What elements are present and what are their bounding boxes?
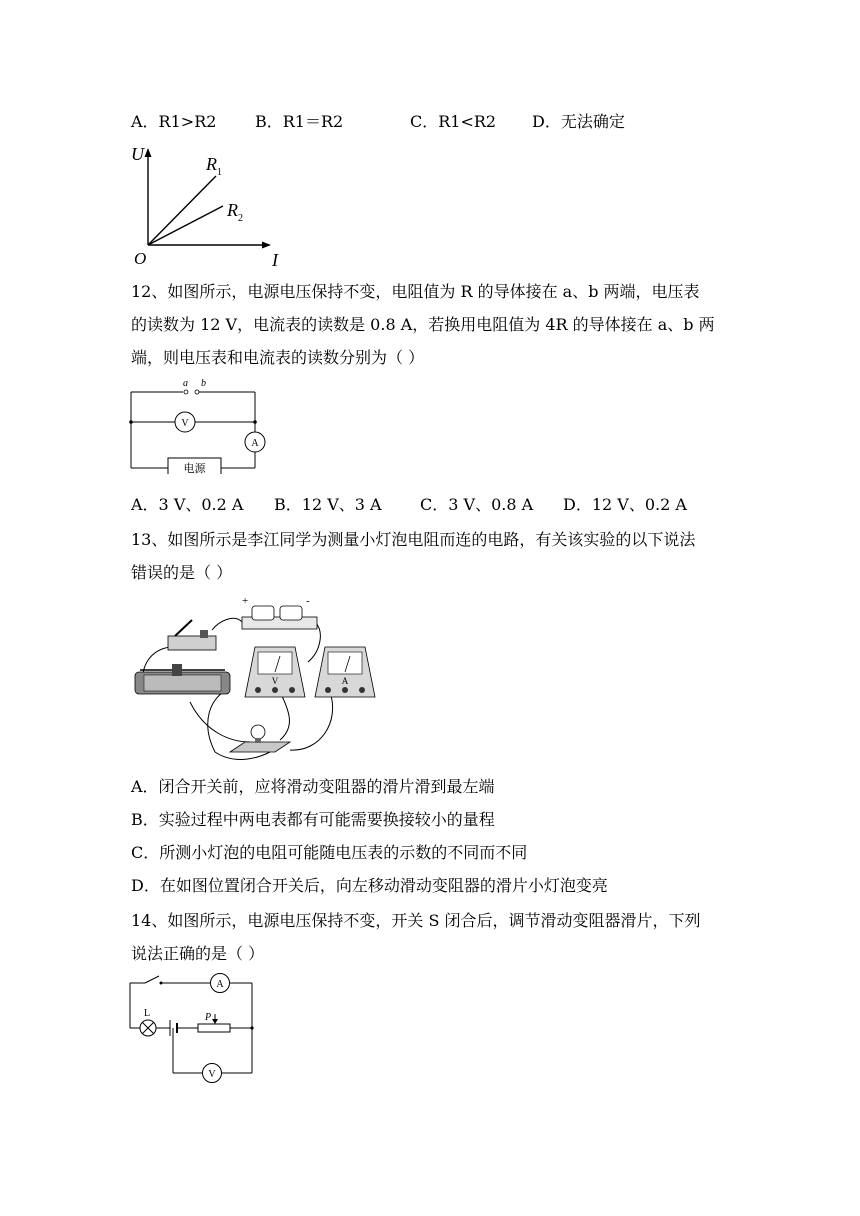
- ammeter-device: [315, 647, 375, 697]
- q11-option-a: A．R1>R2: [131, 112, 217, 131]
- ammeter-label: A: [216, 979, 224, 990]
- u-axis-arrow: [145, 148, 152, 157]
- junction-right: [250, 1026, 253, 1029]
- q12-line-3: 端，则电压表和电流表的读数分别为（ ）: [131, 348, 425, 367]
- lamp-label: L: [144, 1008, 151, 1019]
- label-a: a: [183, 378, 188, 389]
- switch-pivot: [160, 982, 163, 985]
- q13-option-b: B．实验过程中两电表都有可能需要换接较小的量程: [131, 810, 495, 829]
- r2-label: $R_2$: [227, 200, 243, 224]
- sliding-rheostat: [135, 664, 230, 694]
- i-axis-label: I: [272, 250, 278, 270]
- q12-option-a: A．3 V、0.2 A: [131, 495, 244, 514]
- q12-line-2: 的读数为 12 V，电流表的读数是 0.8 A，若换用电阻值为 4R 的导体接在 a、b 两: [131, 315, 715, 334]
- battery-minus-label: -: [306, 595, 310, 607]
- q14-circuit: [125, 968, 260, 1086]
- rheostat-slider-tip: [212, 1019, 218, 1024]
- i-axis-arrow: [262, 242, 271, 249]
- terminal-a: [184, 390, 188, 394]
- q12-option-d: D．12 V、0.2 A: [563, 495, 687, 514]
- junction-right: [253, 420, 257, 424]
- r1-line: [148, 176, 216, 245]
- terminal-b: [195, 390, 199, 394]
- label-b: b: [201, 378, 206, 389]
- q13-line-2: 错误的是（ ）: [131, 563, 233, 582]
- ammeter-label: A: [251, 438, 259, 449]
- knife-switch: [168, 620, 216, 650]
- voltmeter-device: [245, 647, 305, 697]
- q11-option-b: B．R1＝R2: [255, 112, 344, 131]
- voltmeter-label: V: [208, 1069, 216, 1080]
- ammeter-device-label: A: [341, 676, 349, 686]
- q13-option-d: D．在如图位置闭合开关后，向左移动滑动变阻器的滑片小灯泡变亮: [131, 876, 608, 895]
- q14-line-1: 14、如图所示，电源电压保持不变，开关 S 闭合后，调节滑动变阻器滑片，下列: [131, 911, 701, 930]
- q12-line-1: 12、如图所示，电源电压保持不变，电阻值为 R 的导体接在 a、b 两端，电压表: [131, 282, 700, 301]
- voltmeter-label: V: [181, 418, 189, 429]
- q13-circuit-illustration: [130, 592, 385, 767]
- r1-label: $R_1$: [206, 154, 222, 178]
- r2-line: [148, 206, 223, 245]
- q11-option-d: D．无法确定: [532, 112, 625, 131]
- q12-option-b: B．12 V、3 A: [274, 495, 382, 514]
- origin-label: O: [134, 249, 147, 268]
- q13-option-c: C．所测小灯泡的电阻可能随电压表的示数的不同而不同: [131, 843, 528, 862]
- junction-left: [129, 420, 133, 424]
- slider-label: P: [205, 1012, 212, 1023]
- battery-plus-label: +: [242, 595, 249, 607]
- rheostat-symbol: [198, 1024, 230, 1032]
- power-source-label: 电源: [183, 463, 206, 474]
- ui-graph: [128, 140, 288, 270]
- q13-option-a: A．闭合开关前，应将滑动变阻器的滑片滑到最左端: [131, 777, 495, 796]
- battery-pack: [242, 606, 317, 629]
- u-axis-label: U: [131, 144, 144, 164]
- q14-line-2: 说法正确的是（ ）: [131, 944, 265, 963]
- q12-option-c: C．3 V、0.8 A: [420, 495, 534, 514]
- voltmeter-device-label: V: [271, 676, 279, 686]
- q11-option-c: C．R1<R2: [410, 112, 497, 131]
- q13-line-1: 13、如图所示是李江同学为测量小灯泡电阻而连的电路，有关该实验的以下说法: [131, 530, 696, 549]
- q12-circuit: [125, 372, 270, 474]
